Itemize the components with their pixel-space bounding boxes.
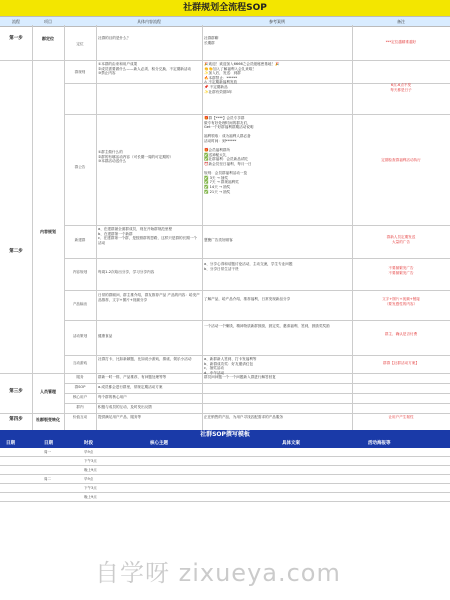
step-1: 第一步 [9,36,23,41]
positioning-content: 社群的目的是什么？ [98,36,131,40]
group-sop-content: a.成员都会进行群里，常规定期活动方案 [98,385,163,389]
table-row [0,475,450,484]
new-group-case: 慧聚广告类好顾客 [204,238,233,242]
slot-label: 早9点 [84,477,94,481]
service-case: 群员问问题一个一个问题新入群进行解答回复 [204,375,276,379]
interactive-games-content: 社群打卡，比如新颖题，比如说小游戏，猜谜，娱乐小活动 [98,357,192,361]
slot-label: 早9点 [84,450,94,454]
header-project: 项目 [44,19,52,24]
table-row [0,484,450,493]
sub-product-output: 产品输出 [72,302,88,306]
sub-content-plan: 内容规划 [72,270,88,274]
grid-line [64,403,450,404]
sub-service: 服务 [76,375,84,379]
template-col-poster: 活动海报等 [368,441,391,446]
grid-line [64,290,450,291]
value-interaction-content: 提供满足用户产品、服务等 [98,415,142,419]
sub-new-group: 新建群 [74,238,86,242]
grid-line [64,355,450,356]
content-plan-note: 不要频繁发广告 不要频繁发广告 [388,266,414,275]
slot-label: 晚上9点 [84,468,97,472]
grid-line [96,25,97,430]
template-title: 社群SOP撰写模板 [0,430,450,440]
grid-line [352,25,353,430]
table-row [0,448,450,457]
sub-in-group: 群内 [76,405,84,409]
project-fission-conversion: 社群裂变转化 [36,417,60,422]
table-row [0,457,450,466]
product-output-note: 文字+图片+视频+链接 （要发感性的内容） [382,297,420,306]
page-title: 社群规划全流程SOP [0,0,450,16]
step-3: 第三步 [9,389,23,394]
grid-line [202,25,203,430]
table-row [0,493,450,502]
template-col-date: 日期 [6,441,15,446]
event-planning-content: 健康食品 [98,334,113,338]
template-col-theme: 核心主题 [150,441,168,446]
sub-group-rules: 群规则 [74,70,86,74]
grid-line [64,225,450,226]
content-plan-content: 每周1-2次给出分享，学习分享内容 [98,270,155,274]
grid-line [64,258,450,259]
content-plan-case: a、分享心得和话题讨论活动，主动交流，学生专业问题 b、分享日常生活干货 [204,262,293,271]
week-label: 周二 [44,477,51,481]
grid-line [0,413,450,414]
announcement-content: ①群主做什么的 ②群的有哪活动内容（可长期一周的可定期的） ③本群活动送什么 [98,150,174,164]
header-content: 具体内容流程 [137,19,161,24]
watermark: 自学呀 zixueya.com [95,559,341,587]
in-group-content: 积极与成员的互动，及时发出反馈 [98,405,152,409]
week-label: 周一 [44,450,51,454]
sub-event-planning: 活动策划 [72,334,88,338]
grid-line [64,320,450,321]
sub-interactive-games: 互动游戏 [72,361,88,365]
core-users-content: 每个群的核心用户 [98,395,127,399]
announcement-note: 定期检查群福利活动执行 [381,158,421,162]
project-positioning: 群定位 [42,36,54,41]
slot-label: 晚上9点 [84,495,97,499]
grid-line [0,373,450,374]
template-col-day: 日期 [44,441,53,446]
grid-line [64,114,450,115]
group-rules-case: 🎉欢迎！欢迎加入6666之会员级秘密基地！🎉 👏👏加入了解福利入会礼来啦！ ✨加入后，发送：到群 🔥本群禁止：****** ⚠ 不定期新福利发放 📌 不定期新品 ✨社群有效期3年 [204,62,280,94]
service-content: 群新一时一排，产品推荐，有问题处理等等 [98,375,167,379]
grid-line [32,25,33,430]
slot-label: 下午3点 [84,459,97,463]
event-planning-note: 群主、确认是否付费 [384,332,418,336]
table-header [0,16,450,27]
sub-core-users: 核心用户 [72,395,88,399]
product-output-content: 日常的群顾问，群主推介绍，群友推荐产品 产品的内容：给发产品推荐，文字+图片+视频分享 [98,293,200,302]
group-rules-content: ①本群的由来和用户成果 ②成员需要做什么——新人必须、积分兑换、不定期新活动 ③禁止内容 [98,62,192,76]
value-interaction-case: 正在销售的产品，为用户寻找匹配需求的产品服务 [204,415,284,419]
new-group-note: 群新人员定期发送 大量的广告 [386,235,416,244]
table-row [0,466,450,475]
grid-line [64,383,450,384]
interactive-games-case: a、新群新人签到、打卡发福利等 b、新群成功奖：好友邀请红包 c、抽奖活动 d、中午活动 [204,357,257,375]
new-group-content: a、在建群最全面群成员，现在开始群规范里程 b、在建群第一个新群 c、在建群第一个群，是按照群的思路，这样只是群的长期一个活动 [98,227,198,245]
header-step: 流程 [12,19,20,24]
positioning-note: ***定位越精准越好 [385,40,417,44]
event-planning-case: 一个活动一个赚钱，精神物质新群鼓励，鼓定奖，邀请福利，签到，鼓励奖奖励 [204,324,330,328]
group-rules-note: 6点-6点不发 每天都是日子 [390,83,412,92]
sub-value-interaction: 价值互动 [72,415,88,419]
sub-announcement: 群公告 [74,165,86,169]
value-interaction-note: 让用户产生黏性 [388,415,414,419]
template-header [0,440,450,448]
sub-positioning: 定位 [76,42,84,46]
grid-line [0,60,450,61]
step-4: 第四步 [9,417,23,422]
header-case: 参考案例 [269,19,285,24]
step-2: 第二步 [9,249,23,254]
product-output-case: 了解产品，给产品介绍，推荐福利，日常发现新品分享 [204,297,291,301]
grid-line [64,25,65,430]
project-content-planning: 内容规划 [40,229,56,234]
header-note: 备注 [397,19,405,24]
slot-label: 下午3点 [84,486,97,490]
announcement-case: 🎁群【****】会员专享群 做专有好处理时间的群友们， Get一个好群福利群期活动说明 福利领取：成为福利人群必备 活动时间：到****** 🎁会员福利群所 ✅送神秘大礼 ✅社群福利：会员新品试吃 ⏰新会员至日福利，每月一日 规则：会员群福利活动一览 ✅ 3天 → 抽奖 ✅ 7天 → 群规福利奖 ✅ 14天 → 抽奖 ✅ 21天 → 抽奖 [204,116,254,194]
positioning-case: 社群群聊 长期群 [204,36,219,45]
interactive-games-note: 群群【社群活动方案】 [383,361,419,365]
sub-group-sop: 群SOP [74,385,86,389]
template-col-slot: 时段 [84,441,93,446]
project-people-management: 人员管理 [40,389,56,394]
template-col-copy: 具体文案 [282,441,300,446]
grid-line [64,393,450,394]
